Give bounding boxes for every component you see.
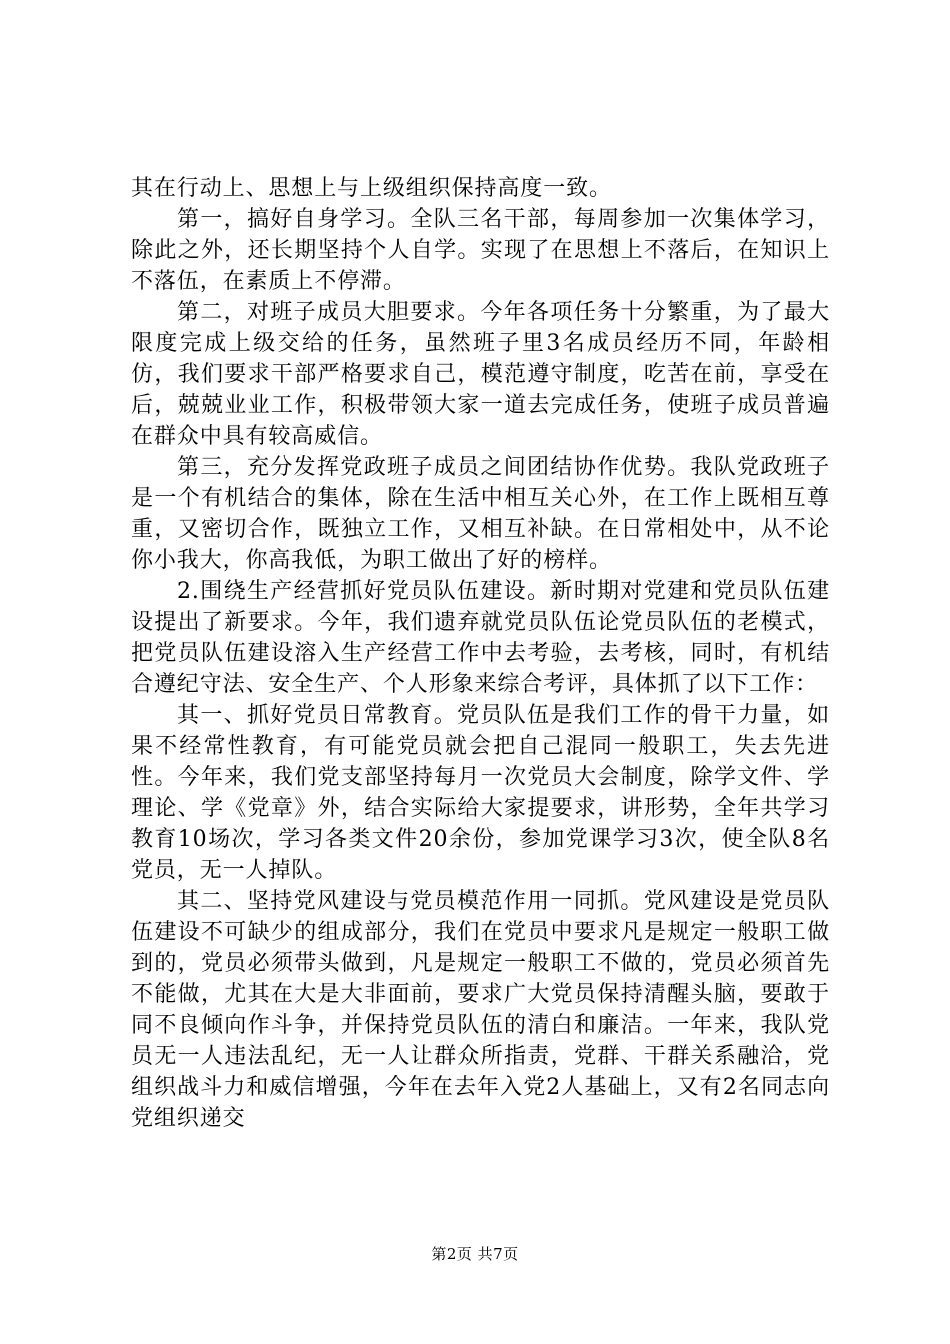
paragraph-continuation: 其在行动上、思想上与上级组织保持高度一致。: [131, 176, 612, 201]
paragraph-party-team-building: 2.围绕生产经营抓好党员队伍建设。新时期对党建和党员队伍建设提出了新要求。今年，我们遗弃就党员队伍论党员队伍的老模式，把党员队伍建设溶入生产经营工作中去考验，去考核，同时，有机结合遵纪守法、安全生产、个人形象来综合考评，具体抓了以下工作：: [131, 579, 830, 697]
paragraph-second-requirements: 第二，对班子成员大胆要求。今年各项任务十分繁重，为了最大限度完成上级交给的任务，虽然班子里3名成员经历不同，年龄相仿，我们要求干部严格要求自己，模范遵守制度，吃苦在前，享受在后，兢兢业业工作，积极带领大家一道去完成任务，使班子成员普遍在群众中具有较高威信。: [131, 300, 830, 449]
paragraph-first-study: 第一，搞好自身学习。全队三名干部，每周参加一次集体学习，除此之外，还长期坚持个人自学。实现了在思想上不落后，在知识上不落伍，在素质上不停滞。: [131, 207, 830, 294]
paragraph-daily-education: 其一、抓好党员日常教育。党员队伍是我们工作的骨干力量，如果不经常性教育，有可能党员就会把自己混同一般职工，失去先进性。今年来，我们党支部坚持每月一次党员大会制度，除学文件、学理论、学《党章》外，结合实际给大家提要求，讲形势，全年共学习教育10场次，学习各类文件20余份，参加党课学习3次，使全队8名党员，无一人掉队。: [131, 703, 830, 883]
paragraph-third-cooperation: 第三，充分发挥党政班子成员之间团结协作优势。我队党政班子是一个有机结合的集体，除在生活中相互关心外，在工作上既相互尊重，又密切合作，既独立工作，又相互补缺。在日常相处中，从不论你小我大，你高我低，为职工做出了好的榜样。: [131, 455, 830, 573]
page-footer: 第2页 共7页: [431, 1245, 519, 1263]
document-body: [131, 173, 830, 1134]
paragraph-party-style: 其二、坚持党风建设与党员模范作用一同抓。党风建设是党员队伍建设不可缺少的组成部分，我们在党员中要求凡是规定一般职工做到的，党员必须带头做到，凡是规定一般职工不做的，党员必须首先不能做，尤其在大是大非面前，要求广大党员保持清醒头脑，要敢于同不良倾向作斗争，并保持党员队伍的清白和廉洁。一年来，我队党员无一人违法乱纪，无一人让群众所指责，党群、干群关系融洽，党组织战斗力和威信增强，今年在去年入党2人基础上，又有2名同志向党组织递交: [131, 889, 830, 1131]
